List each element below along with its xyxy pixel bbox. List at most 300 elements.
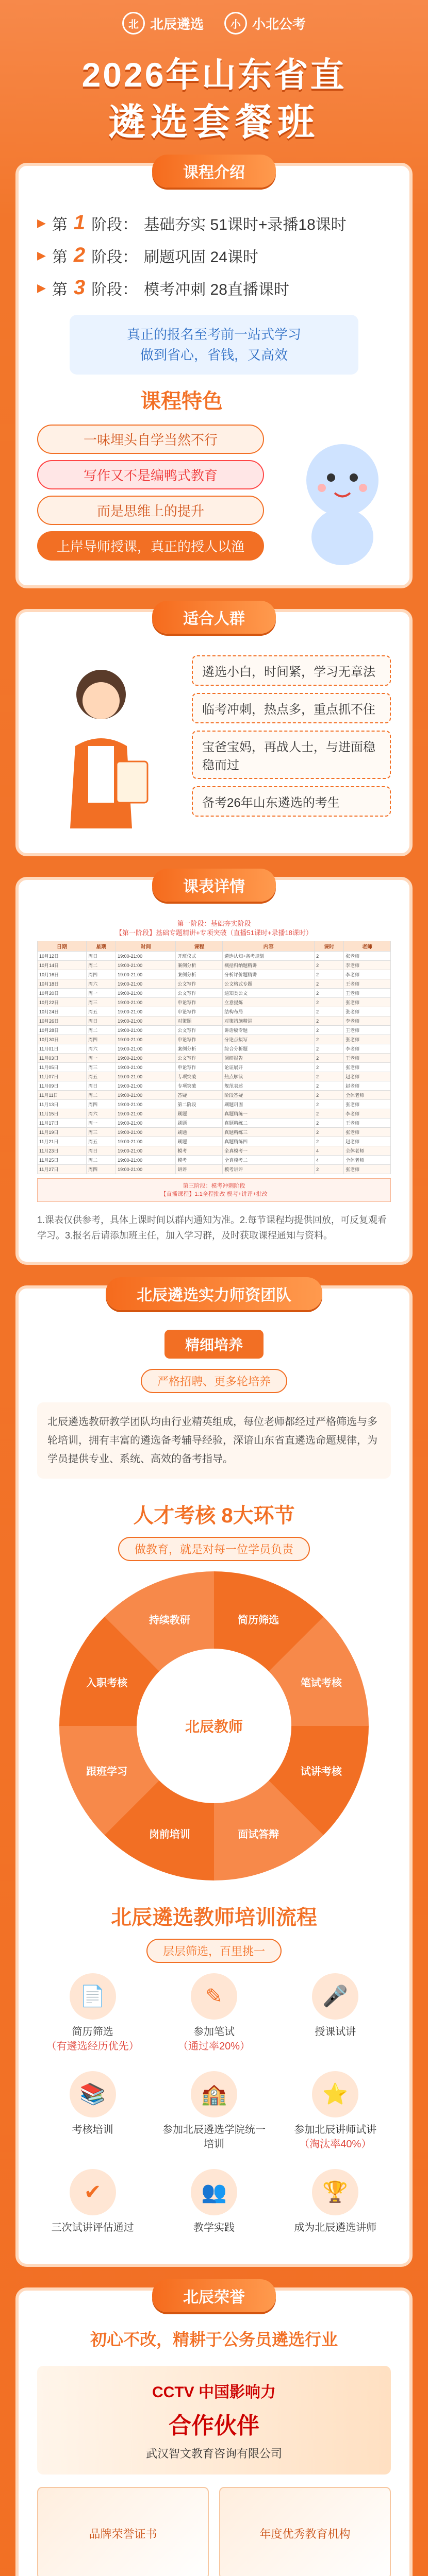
- table-row: [38, 1063, 391, 1072]
- stage-number: 3: [73, 276, 86, 299]
- table-cell: 周六: [87, 979, 116, 989]
- suitable-tag: 遴选小白，时间紧，学习无章法: [192, 655, 391, 686]
- stage-arrow-icon: ▶: [37, 248, 46, 262]
- brand-name-left: 北辰遴选: [150, 16, 204, 32]
- table-cell: 11月27日: [38, 1165, 87, 1174]
- table-cell: 11月15日: [38, 1109, 87, 1118]
- table-cell: 概括归纳题精讲: [223, 961, 315, 970]
- cctv-row2: 合作伙伴: [169, 2413, 259, 2438]
- table-cell: 19:00-21:00: [116, 1146, 176, 1156]
- table-row: [38, 1165, 391, 1174]
- table-cell: 19:00-21:00: [116, 1035, 176, 1044]
- table-cell: 案例分析: [176, 970, 223, 979]
- teacher-team-card: [15, 1285, 413, 2267]
- table-cell: 4: [315, 1156, 344, 1165]
- table-cell: 周四: [87, 1100, 116, 1109]
- flow-step-text: 教学实践: [193, 2222, 235, 2233]
- table-cell: 10月24日: [38, 1007, 87, 1016]
- stage-text: 模考冲刺 28直播课时: [144, 281, 289, 298]
- table-column-header: 时间: [116, 941, 176, 952]
- flow-step-sub: （淘汰率40%）: [299, 2139, 372, 2150]
- table-cell: 2: [315, 1109, 344, 1118]
- stage-list: [37, 211, 391, 299]
- tag-list: [192, 655, 391, 817]
- feature-pill: 一味埋头自学当然不行: [37, 425, 264, 454]
- table-cell: 2: [315, 1091, 344, 1100]
- table-column-header: 日期: [38, 941, 87, 952]
- table-row: [38, 1091, 391, 1100]
- hero: [0, 46, 428, 163]
- stage-prefix: 第: [52, 248, 68, 266]
- table-cell: 公文写作: [176, 979, 223, 989]
- table-cell: 10月26日: [38, 1016, 87, 1026]
- table-cell: 全体老师: [344, 1091, 391, 1100]
- flow-step-text: 简历筛选: [72, 2026, 113, 2038]
- table-cell: 周四: [87, 970, 116, 979]
- table-cell: 周四: [87, 1165, 116, 1174]
- table-cell: 热点解读: [223, 1072, 315, 1081]
- flow-step-sub: （有遴选经历优先）: [46, 2041, 139, 2052]
- hero-title-line2: 遴选套餐班: [108, 102, 320, 143]
- flow-step: [37, 2169, 148, 2235]
- table-cell: 10月22日: [38, 998, 87, 1007]
- table-header-row: [38, 941, 391, 952]
- table-cell: 2: [315, 1007, 344, 1016]
- table-row: [38, 961, 391, 970]
- table-cell: 真题精练四: [223, 1137, 315, 1146]
- stage-row: [37, 244, 391, 267]
- table-cell: 模考讲评: [223, 1165, 315, 1174]
- table-cell: 周三: [87, 1128, 116, 1137]
- table-cell: 对策题: [176, 1016, 223, 1026]
- table-row: [38, 1109, 391, 1118]
- suitable-tag: 宝爸宝妈，再战人士，与进面稳稳而过: [192, 731, 391, 779]
- table-cell: 19:00-21:00: [116, 1016, 176, 1026]
- table-row: [38, 1026, 391, 1035]
- table-cell: 19:00-21:00: [116, 1128, 176, 1137]
- table-cell: 19:00-21:00: [116, 1054, 176, 1063]
- table-row: [38, 1156, 391, 1165]
- table-cell: 11月01日: [38, 1044, 87, 1054]
- table-cell: 张老师: [344, 952, 391, 961]
- course-intro-card: [15, 163, 413, 588]
- table-cell: 真题精练二: [223, 1118, 315, 1128]
- table-cell: 19:00-21:00: [116, 1072, 176, 1081]
- table-cell: 王老师: [344, 1054, 391, 1063]
- table-cell: 周一: [87, 1054, 116, 1063]
- flow-step-text: 参加笔试: [193, 2026, 235, 2038]
- table-cell: 立意提炼: [223, 998, 315, 1007]
- table-cell: 10月20日: [38, 989, 87, 998]
- brand-name-right: 小北公考: [252, 16, 306, 32]
- flow-step-text: 授课试讲: [315, 2026, 356, 2038]
- table-cell: 王老师: [344, 1118, 391, 1128]
- table-cell: 分析评价题精讲: [223, 970, 315, 979]
- table-row: [38, 952, 391, 961]
- table-column-header: 星期: [87, 941, 116, 952]
- table-cell: 11月13日: [38, 1100, 87, 1109]
- table-cell: 申论写作: [176, 998, 223, 1007]
- table-cell: 周日: [87, 952, 116, 961]
- table-cell: 调研报告: [223, 1054, 315, 1063]
- table-cell: 答疑: [176, 1091, 223, 1100]
- stage-number: 2: [73, 244, 86, 266]
- flow-step-icon: 📄: [70, 1973, 116, 2020]
- stage-text: 刷题巩固 24课时: [144, 248, 258, 266]
- wheel-pill: 做教育，就是对每一位学员负责: [118, 1537, 310, 1561]
- table-cell: 周日: [87, 1146, 116, 1156]
- table-cell: 周三: [87, 1063, 116, 1072]
- table-cell: 11月03日: [38, 1054, 87, 1063]
- table-cell: 张老师: [344, 1128, 391, 1137]
- table-cell: 2: [315, 1081, 344, 1091]
- table-cell: 讲话稿专题: [223, 1026, 315, 1035]
- table-cell: 阶段答疑: [223, 1091, 315, 1100]
- flow-step-icon: 👥: [191, 2169, 237, 2215]
- brand-logo-left: [122, 12, 204, 35]
- brand-mark-icon: 小: [224, 12, 247, 35]
- flow-title: 北辰遴选教师培训流程: [111, 1906, 317, 1929]
- table-cell: 张老师: [344, 1100, 391, 1109]
- feature-pill: 上岸导师授课，真正的授人以渔: [37, 531, 264, 561]
- flow-step: [158, 1973, 269, 2054]
- section-ribbon: 北辰遴选实力师资团队: [106, 1277, 322, 1310]
- table-cell: 申论写作: [176, 1035, 223, 1044]
- table-row: [38, 1137, 391, 1146]
- table-cell: 2: [315, 1128, 344, 1137]
- flow-step-text: 参加北辰遴选学院统一培训: [162, 2124, 266, 2150]
- wheel-item-label: 跟班学习: [86, 1766, 128, 1778]
- table-cell: 2: [315, 1165, 344, 1174]
- table-cell: 11月11日: [38, 1091, 87, 1100]
- flow-step: [280, 2169, 391, 2235]
- table-cell: 专项突破: [176, 1081, 223, 1091]
- table-cell: 李老师: [344, 1109, 391, 1118]
- suitable-tag: 临考冲刺，热点多，重点抓不住: [192, 693, 391, 723]
- table-cell: 周五: [87, 1007, 116, 1016]
- table-cell: 规范表述: [223, 1081, 315, 1091]
- table-cell: 李老师: [344, 1044, 391, 1054]
- wheel-center: 北辰教师: [137, 1649, 291, 1803]
- wheel-item-label: 入职考核: [86, 1677, 128, 1689]
- award-certificate: 年度优秀教育机构: [219, 2487, 391, 2576]
- stage-label: 阶段：: [91, 216, 138, 233]
- suitable-people-card: [15, 609, 413, 856]
- table-cell: 对策措施精讲: [223, 1016, 315, 1026]
- flow-step-icon: 🏆: [312, 2169, 358, 2215]
- honor-card: [15, 2287, 413, 2576]
- table-cell: 19:00-21:00: [116, 1081, 176, 1091]
- schedule-note: 1.课表仅供参考，具体上课时间以群内通知为准。2.每节课程均提供回放，可反复观看学习。3.报名后请添加班主任，加入学习群，及时获取课程通知与资料。: [37, 1215, 387, 1241]
- flow-step-icon: 📚: [70, 2071, 116, 2117]
- section-ribbon: 北辰荣誉: [152, 2279, 276, 2312]
- table-cell: 周日: [87, 1081, 116, 1091]
- table-cell: 周六: [87, 1044, 116, 1054]
- table-cell: 10月18日: [38, 979, 87, 989]
- table-cell: 刷题: [176, 1137, 223, 1146]
- table-cell: 张老师: [344, 1165, 391, 1174]
- table-cell: 周二: [87, 1026, 116, 1035]
- table-cell: 2: [315, 1100, 344, 1109]
- wheel-item-label: 简历筛选: [238, 1615, 279, 1626]
- wheel-item-label: 笔试考核: [300, 1677, 342, 1689]
- table-cell: 王老师: [344, 979, 391, 989]
- table-cell: 张老师: [344, 1007, 391, 1016]
- table-cell: 10月12日: [38, 952, 87, 961]
- table-cell: 赵老师: [344, 1137, 391, 1146]
- table-cell: 10月16日: [38, 970, 87, 979]
- flow-step: [280, 2071, 391, 2151]
- schedule-table-wrap: [37, 919, 391, 1202]
- flow-step-icon: 🎤: [312, 1973, 358, 2020]
- table-row: [38, 1081, 391, 1091]
- table-cell: 周五: [87, 1072, 116, 1081]
- table-cell: 王老师: [344, 989, 391, 998]
- stage-arrow-icon: ▶: [37, 281, 46, 294]
- wheel-title: 人才考核 8大环节: [133, 1504, 295, 1527]
- stage-text: 基础夯实 51课时+录播18课时: [144, 216, 347, 233]
- table-row: [38, 1146, 391, 1156]
- flow-step-icon: ⭐: [312, 2071, 358, 2117]
- flow-step: [158, 2169, 269, 2235]
- table-cell: 李老师: [344, 1016, 391, 1026]
- table-cell: 张老师: [344, 1063, 391, 1072]
- training-flow: [37, 1973, 391, 2235]
- table-cell: 全体老师: [344, 1156, 391, 1165]
- flow-step-sub: （通过率20%）: [177, 2041, 250, 2052]
- table-cell: 周二: [87, 1091, 116, 1100]
- assessment-wheel: [59, 1571, 369, 1880]
- table-cell: 19:00-21:00: [116, 989, 176, 998]
- table-cell: 真题精练三: [223, 1128, 315, 1137]
- table-cell: 2: [315, 989, 344, 998]
- table-body: [38, 952, 391, 1174]
- table-cell: 2: [315, 961, 344, 970]
- flow-step: [37, 2071, 148, 2151]
- table-cell: 周六: [87, 1109, 116, 1118]
- table-row: [38, 1035, 391, 1044]
- table-cell: 公文写作: [176, 1026, 223, 1035]
- table-cell: 10月28日: [38, 1026, 87, 1035]
- table-cell: 赵老师: [344, 1072, 391, 1081]
- table-cell: 11月09日: [38, 1081, 87, 1091]
- sub-pill: 严格招聘、更多轮培养: [141, 1369, 287, 1393]
- table-cell: 19:00-21:00: [116, 1063, 176, 1072]
- table-row: [38, 989, 391, 998]
- table-row: [38, 979, 391, 989]
- table-cell: 2: [315, 1016, 344, 1026]
- table-cell: 19:00-21:00: [116, 1100, 176, 1109]
- table-cell: 刷题: [176, 1118, 223, 1128]
- table-row: [38, 1100, 391, 1109]
- stage-row: [37, 211, 391, 234]
- wheel-item-label: 试讲考核: [300, 1766, 342, 1778]
- table-cell: 周二: [87, 1156, 116, 1165]
- table-cell: 2: [315, 952, 344, 961]
- table-cell: 10月14日: [38, 961, 87, 970]
- cctv-row3: 武汉智文教育咨询有限公司: [145, 2447, 282, 2460]
- stage-row: [37, 276, 391, 299]
- table-cell: 通知类公文: [223, 989, 315, 998]
- flow-step-text: 三次试讲评估通过: [51, 2222, 134, 2233]
- table-cell: 专项突破: [176, 1072, 223, 1081]
- table-cell: 周日: [87, 1016, 116, 1026]
- stage-label: 阶段：: [91, 281, 138, 298]
- team-paragraph: 北辰遴选教研教学团队均由行业精英组成，每位老师都经过严格筛选与多轮培训，拥有丰富的遴选备考辅导经验，深谙山东省直遴选命题规律，为学员提供专业、系统、高效的备考指导。: [37, 1402, 391, 1479]
- table-cell: 2: [315, 998, 344, 1007]
- table-cell: 19:00-21:00: [116, 961, 176, 970]
- table-cell: 开班仪式: [176, 952, 223, 961]
- honor-slogan: 初心不改，精耕于公务员遴选行业: [90, 2330, 338, 2349]
- feature-pill: 写作又不是编鸭式教育: [37, 460, 264, 489]
- flow-step: [280, 1973, 391, 2054]
- stage-prefix: 第: [52, 216, 68, 233]
- flow-step-text: 成为北辰遴选讲师: [294, 2222, 377, 2233]
- table-cell: 2: [315, 1026, 344, 1035]
- table-row: [38, 1072, 391, 1081]
- table-cell: 申论写作: [176, 1007, 223, 1016]
- table-cell: 案例分析: [176, 1044, 223, 1054]
- table-cell: 刷题: [176, 1128, 223, 1137]
- flow-step: [37, 1973, 148, 2054]
- table-cell: 11月23日: [38, 1146, 87, 1156]
- table-cell: 11月19日: [38, 1128, 87, 1137]
- table-cell: 19:00-21:00: [116, 1007, 176, 1016]
- table-cell: 11月05日: [38, 1063, 87, 1072]
- table-cell: 2: [315, 1072, 344, 1081]
- cctv-row1: CCTV 中国影响力: [152, 2384, 276, 2401]
- schedule-table-head: 第一阶段：基础夯实阶段 【第一阶段】基础专题精讲+专项突破（直播51课时+录播18课时）: [115, 920, 313, 937]
- table-cell: 19:00-21:00: [116, 1109, 176, 1118]
- table-row: [38, 1118, 391, 1128]
- table-cell: 刷题巩固: [223, 1100, 315, 1109]
- table-cell: 19:00-21:00: [116, 1091, 176, 1100]
- table-cell: 公文写作: [176, 1054, 223, 1063]
- table-cell: 全真模考一: [223, 1146, 315, 1156]
- schedule-detail-card: [15, 877, 413, 1265]
- table-row: [38, 1044, 391, 1054]
- table-cell: 综合分析题: [223, 1044, 315, 1054]
- table-cell: 周一: [87, 1118, 116, 1128]
- table-cell: 周二: [87, 961, 116, 970]
- table-cell: 周三: [87, 998, 116, 1007]
- hero-title-line1: 2026年山东省直: [81, 56, 347, 94]
- section-ribbon: 课程介绍: [152, 155, 276, 188]
- table-row: [38, 1054, 391, 1063]
- teacher-illustration: [39, 658, 163, 834]
- table-cell: 11月25日: [38, 1156, 87, 1165]
- table-cell: 模考: [176, 1156, 223, 1165]
- award-certificate: 品牌荣誉证书: [37, 2487, 209, 2576]
- one-stop-banner: 真正的报名至考前一站式学习 做到省心，省钱，又高效: [70, 315, 358, 375]
- table-cell: 全体老师: [344, 1146, 391, 1156]
- table-cell: 刷题: [176, 1109, 223, 1118]
- feature-pill: 而是思维上的提升: [37, 496, 264, 525]
- table-cell: 第二阶段: [176, 1100, 223, 1109]
- table-row: [38, 1128, 391, 1137]
- stage-arrow-icon: ▶: [37, 216, 46, 229]
- flow-pill: 层层筛选，百里挑一: [146, 1939, 282, 1963]
- table-cell: 2: [315, 1035, 344, 1044]
- table-cell: 张老师: [344, 1035, 391, 1044]
- table-column-header: 老师: [344, 941, 391, 952]
- table-cell: 全真模考二: [223, 1156, 315, 1165]
- table-cell: 结构布局: [223, 1007, 315, 1016]
- table-cell: 张老师: [344, 998, 391, 1007]
- table-cell: 19:00-21:00: [116, 952, 176, 961]
- table-cell: 2: [315, 1054, 344, 1063]
- table-cell: 11月17日: [38, 1118, 87, 1128]
- flow-step-text: 考核培训: [72, 2124, 113, 2136]
- flow-step: [158, 2071, 269, 2151]
- table-cell: 遴选认知+备考规划: [223, 952, 315, 961]
- table-cell: 案例分析: [176, 961, 223, 970]
- brand-mark-icon: 北: [122, 12, 145, 35]
- stage-label: 阶段：: [91, 248, 138, 266]
- table-row: [38, 1016, 391, 1026]
- table-cell: 李老师: [344, 970, 391, 979]
- stage-three-banner: 第三阶段：模考冲刺阶段 【直播课程】1:1全程批改 模考+讲评+批改: [37, 1178, 391, 1202]
- table-cell: 19:00-21:00: [116, 979, 176, 989]
- wheel-item-label: 岗前培训: [149, 1828, 190, 1840]
- table-row: [38, 1007, 391, 1016]
- table-cell: 19:00-21:00: [116, 1026, 176, 1035]
- feature-title: 课程特色: [140, 390, 223, 413]
- table-cell: 19:00-21:00: [116, 1137, 176, 1146]
- table-cell: 11月21日: [38, 1137, 87, 1146]
- table-cell: 周五: [87, 1137, 116, 1146]
- table-row: [38, 970, 391, 979]
- brand-logo-right: [224, 12, 306, 35]
- table-cell: 2: [315, 1063, 344, 1072]
- wheel-item-label: 面试答辩: [238, 1828, 279, 1840]
- table-cell: 2: [315, 979, 344, 989]
- top-bar: [0, 0, 428, 46]
- table-column-header: 内容: [223, 941, 315, 952]
- sub-ribbon: 精细培养: [164, 1330, 264, 1359]
- table-cell: 公文写作: [176, 989, 223, 998]
- table-cell: 19:00-21:00: [116, 970, 176, 979]
- table-column-header: 课程: [176, 941, 223, 952]
- section-ribbon: 适合人群: [152, 601, 276, 634]
- table-cell: 公文格式专题: [223, 979, 315, 989]
- table-cell: 2: [315, 1137, 344, 1146]
- table-cell: 周四: [87, 1035, 116, 1044]
- table-cell: 申论写作: [176, 1063, 223, 1072]
- table-cell: 19:00-21:00: [116, 998, 176, 1007]
- table-column-header: 课时: [315, 941, 344, 952]
- table-cell: 10月30日: [38, 1035, 87, 1044]
- mascot-illustration: [291, 434, 394, 568]
- table-cell: 2: [315, 970, 344, 979]
- table-row: [38, 998, 391, 1007]
- flow-step-text: 参加北辰讲师试讲: [294, 2124, 377, 2136]
- table-cell: 真题精练一: [223, 1109, 315, 1118]
- table-cell: 2: [315, 1044, 344, 1054]
- table-cell: 分论点拟写: [223, 1035, 315, 1044]
- table-cell: 王老师: [344, 1026, 391, 1035]
- flow-step-icon: ✔: [70, 2169, 116, 2215]
- schedule-table: [37, 941, 391, 1174]
- cctv-partner-panel: [37, 2366, 391, 2475]
- stage-prefix: 第: [52, 281, 68, 298]
- table-cell: 4: [315, 1146, 344, 1156]
- table-cell: 模考: [176, 1146, 223, 1156]
- stage-number: 1: [73, 211, 86, 234]
- table-cell: 19:00-21:00: [116, 1118, 176, 1128]
- table-cell: 李老师: [344, 961, 391, 970]
- section-ribbon: 课表详情: [152, 869, 276, 902]
